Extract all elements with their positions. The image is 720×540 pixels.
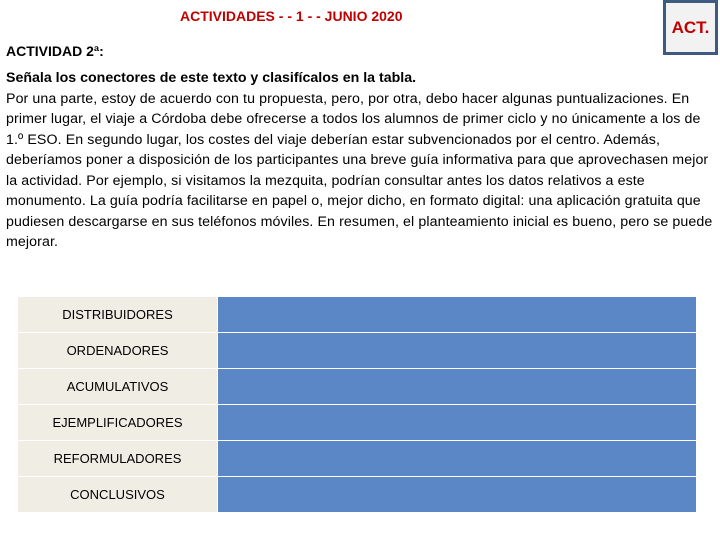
table-row	[18, 369, 697, 405]
row-label-reformuladores: REFORMULADORES	[18, 441, 218, 477]
answer-cell-reformuladores[interactable]	[218, 441, 697, 477]
header-title: ACTIVIDADES - - 1 - - JUNIO 2020	[180, 8, 403, 24]
connectors-paragraph: Por una parte, estoy de acuerdo con tu propuesta, pero, por otra, debo hacer algunas puntualizaciones. En primer lugar, el viaje a Córdoba debe ofrecerse a todos los alumnos de primer ciclo y no únicamente a los de 1.º ESO. En segundo lugar, los costes del viaje deberían estar subvencionados por el centro. Además, deberíamos poner a disposición de los participantes una breve guía informativa para que aprovechasen mejor la actividad. Por ejemplo, si visitamos la mezquita, podrían consultar antes los datos relativos a este monumento. La guía podría facilitarse en papel o, mejor dicho, en formato digital: una aplicación gratuita que pudiesen descargarse en sus teléfonos móviles. En resumen, el planteamiento inicial es bueno, pero se puede mejorar.	[6, 90, 713, 250]
row-label-ejemplificadores: EJEMPLIFICADORES	[18, 405, 218, 441]
table-row	[18, 477, 697, 513]
table-row	[18, 405, 697, 441]
table-row	[18, 333, 697, 369]
table-row	[18, 441, 697, 477]
answer-cell-ordenadores[interactable]	[218, 333, 697, 369]
text-block	[6, 68, 714, 253]
answer-cell-conclusivos[interactable]	[218, 477, 697, 513]
connectors-table	[17, 296, 697, 513]
row-label-conclusivos: CONCLUSIVOS	[18, 477, 218, 513]
table-row	[18, 297, 697, 333]
row-label-distribuidores: DISTRIBUIDORES	[18, 297, 218, 333]
row-label-acumulativos: ACUMULATIVOS	[18, 369, 218, 405]
answer-cell-distribuidores[interactable]	[218, 297, 697, 333]
act-badge: ACT.	[663, 0, 718, 55]
instruction-text: Señala los conectores de este texto y clasifícalos en la tabla.	[6, 70, 417, 86]
row-label-ordenadores: ORDENADORES	[18, 333, 218, 369]
answer-cell-ejemplificadores[interactable]	[218, 405, 697, 441]
activity-title: ACTIVIDAD 2ª:	[6, 43, 104, 59]
answer-cell-acumulativos[interactable]	[218, 369, 697, 405]
